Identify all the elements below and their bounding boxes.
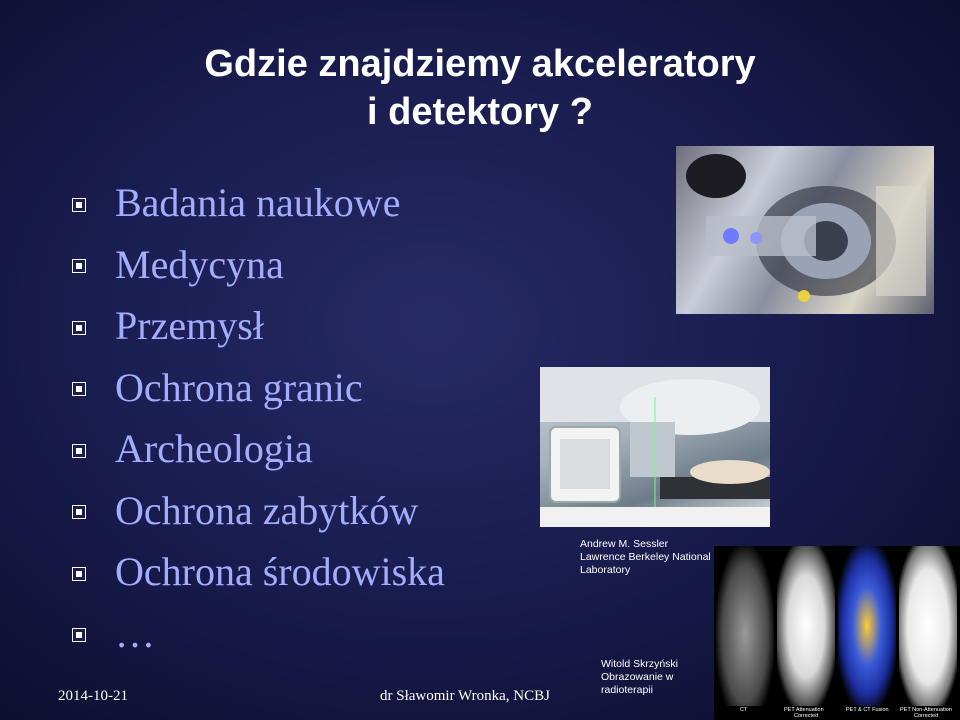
radiotherapy-photo-art <box>540 367 770 527</box>
pet-ct-fusion-panel <box>838 546 896 706</box>
bullet-text: Przemysł <box>115 303 264 349</box>
bullet-item <box>72 172 445 234</box>
scan-label-pet-non-attenuation-2: Corrected <box>914 713 939 719</box>
photo-caption-witold <box>601 658 711 697</box>
bullet-text: Archeologia <box>115 426 313 472</box>
bullet-box-icon <box>72 321 86 335</box>
bullet-box-icon <box>72 259 86 273</box>
bullet-item <box>72 234 445 296</box>
bullet-text: Ochrona granic <box>115 364 363 410</box>
bullet-box-icon <box>72 567 86 581</box>
bullet-item <box>72 295 445 357</box>
caption-line: Lawrence Berkeley National <box>580 551 711 563</box>
bullet-box-icon <box>72 628 86 642</box>
bullet-text: Medycyna <box>115 241 284 287</box>
pet-ct-scans-image <box>714 546 960 720</box>
ct-scan-panel <box>716 546 774 706</box>
footer-author: dr Sławomir Wronka, NCBJ <box>380 688 550 704</box>
radiotherapy-photo <box>540 367 770 527</box>
bullet-box-icon <box>72 444 86 458</box>
bullet-item <box>72 418 445 480</box>
pet-non-attenuation-panel <box>899 546 957 706</box>
scan-label-pet-attenuation-2: Corrected <box>794 713 819 719</box>
bullet-box-icon <box>72 505 86 519</box>
caption-line: radioterapii <box>601 684 653 696</box>
scan-labels <box>714 706 960 720</box>
scan-label-pet-non-attenuation: PET Non-Attenuation <box>900 707 952 713</box>
title-line-1: Gdzie znajdziemy akceleratory <box>204 43 756 85</box>
pet-attenuation-panel <box>777 546 835 706</box>
slide-title <box>120 40 840 136</box>
bullet-item <box>72 480 445 542</box>
footer-date: 2014-10-21 <box>58 688 128 704</box>
bullet-list <box>72 172 445 664</box>
bullet-text: … <box>115 610 155 656</box>
caption-line: Obrazowanie w <box>601 671 674 683</box>
bullet-item <box>72 603 445 665</box>
bullet-text: Ochrona zabytków <box>115 487 419 533</box>
caption-line: Andrew M. Sessler <box>580 538 669 550</box>
bullet-box-icon <box>72 198 86 212</box>
photo-caption-sessler <box>580 538 720 577</box>
bullet-item <box>72 357 445 419</box>
accelerator-photo-art <box>676 146 934 314</box>
scan-label-pet-attenuation: PET Attenuation <box>784 707 824 713</box>
accelerator-photo <box>676 146 934 314</box>
bullet-box-icon <box>72 382 86 396</box>
bullet-text: Badania naukowe <box>115 180 401 226</box>
caption-line: Witold Skrzyński <box>601 658 679 670</box>
bullet-text: Ochrona środowiska <box>115 549 445 595</box>
bullet-item <box>72 541 445 603</box>
caption-line: Laboratory <box>580 564 631 576</box>
title-line-2: i detektory ? <box>367 91 593 133</box>
scan-label-fusion: PET & CT Fusion <box>846 707 889 713</box>
scan-label-ct: CT <box>740 707 748 713</box>
